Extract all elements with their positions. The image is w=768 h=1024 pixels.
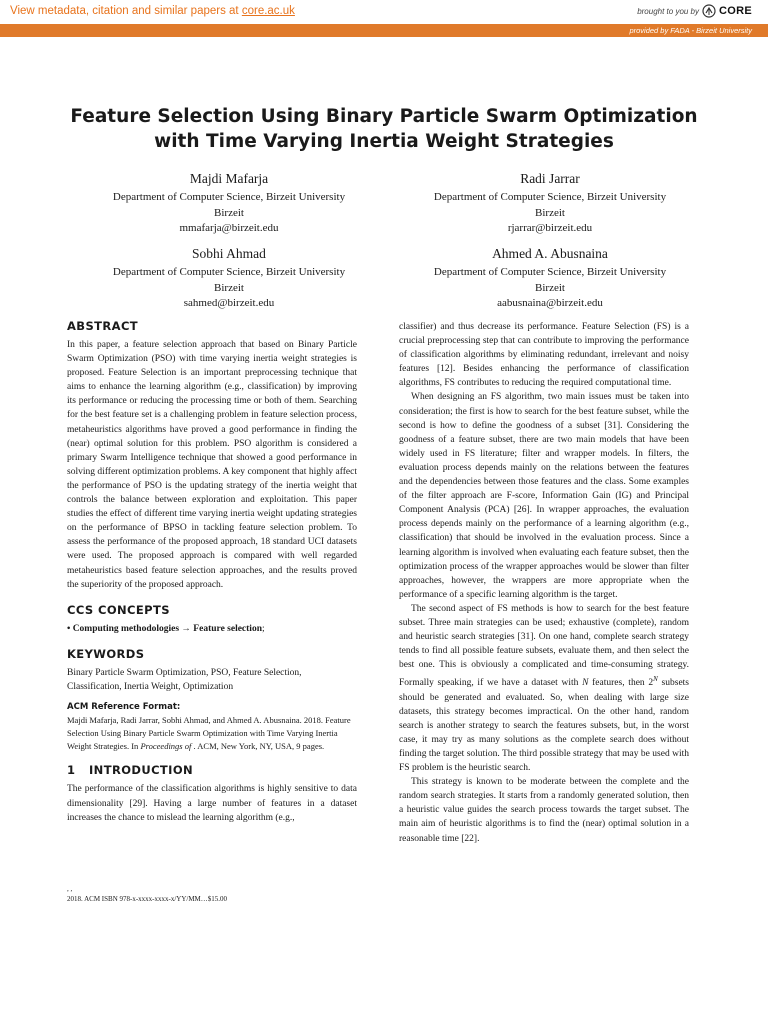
author-affiliation: Department of Computer Science, Birzeit University — [433, 191, 667, 203]
author-affiliation: Department of Computer Science, Birzeit University — [433, 266, 667, 278]
keywords-heading: KEYWORDS — [67, 646, 145, 661]
ref-format-text — [67, 714, 357, 752]
author-affiliation: Department of Computer Science, Birzeit University — [112, 266, 346, 278]
core-logo-icon — [702, 4, 716, 18]
author-place: Birzeit — [535, 206, 565, 219]
left-column — [67, 318, 357, 825]
p3-text-a: The second aspect of FS methods is how to search for the best feature subset. Three main strategies can be used; exhaustive (complete), random and heuristic search strategies [31]. On one hand, complete search strategy tends to find all possible feature subsets, evaluate them, and then select the best one. This is obviously a complicated and time-consuming strategy. Formally speaking, if we have a dataset with — [399, 603, 689, 689]
paper-title — [0, 104, 768, 154]
author-block — [64, 245, 394, 312]
provided-by-bar — [0, 24, 768, 37]
author-block — [385, 245, 715, 312]
author-place: Birzeit — [535, 281, 565, 294]
core-label: CORE — [719, 5, 752, 17]
ccs-concepts — [67, 622, 357, 636]
intro-heading-text: INTRODUCTION — [89, 763, 194, 778]
author-place: Birzeit — [214, 206, 244, 219]
abstract-heading: ABSTRACT — [67, 319, 139, 333]
p3-text-b: features, then 2 — [588, 678, 654, 689]
author-block — [64, 170, 394, 237]
author-email: sahmed@birzeit.edu — [183, 297, 275, 309]
author-name: Sobhi Ahmad — [192, 246, 266, 261]
ref-text-2: . ACM, New York, NY, USA, 9 pages. — [191, 740, 325, 751]
body-paragraph — [399, 602, 689, 775]
intro-paragraph: The performance of the classification algorithms is highly sensitive to data dimensionality [29]. Having a large number of features in a dataset increases the chance to mislead the learning algorithm (e.g., — [67, 784, 357, 823]
footnote-isbn: 2018. ACM ISBN 978-x-xxxx-xxxx-x/YY/MM…$15.00 — [67, 895, 228, 903]
core-banner — [0, 0, 768, 25]
author-name: Radi Jarrar — [520, 171, 580, 186]
author-email: aabusnaina@birzeit.edu — [497, 297, 603, 309]
ccs-heading: CCS CONCEPTS — [67, 602, 170, 617]
title-line-2: with Time Varying Inertia Weight Strategies — [154, 131, 614, 152]
ccs-end: ; — [261, 623, 265, 634]
author-name: Ahmed A. Abusnaina — [492, 246, 608, 261]
keywords-text: Binary Particle Swarm Optimization, PSO, Feature Selection, Classification, Inertia Weight, Optimization — [67, 667, 302, 692]
author-email: rjarrar@birzeit.edu — [507, 222, 593, 234]
intro-heading — [67, 762, 357, 778]
p3-sup-n: N — [653, 675, 658, 684]
core-link[interactable]: core.ac.uk — [241, 5, 295, 17]
intro-number: 1 — [67, 763, 76, 778]
author-place: Birzeit — [214, 281, 244, 294]
right-column — [399, 320, 689, 846]
abstract-text: In this paper, a feature selection approach that based on Binary Particle Swarm Optimization (PSO) with time varying inertia weight strategies is proposed. Feature Selection is an important preprocessing technique that aims to enhance the learning algorithm (e.g., classification) by improving its performance or reducing the processing time or both of them. Searching for the best feature set is a challenging problem in feature selection process, metaheuristics algorithms have proved a good performance in finding the (near) optimal solution for this problem. PSO algorithm is considered a primary Swarm Intelligence technique that showed a good performance in solving different optimization problems. A key component that highly affect the performance of PSO is the updating strategy of the inertia weight that controls the balance between exploration and exploitation. This paper studies the effect of different time varying inertia weight updating strategies on the performance of BPSO in tackling feature selection problem. To assess the performance of the proposed approach, 18 standard UCI datasets were used. The proposed approach is compared with well regarded metaheuristics based feature selection approaches, and the results proved the superiority of the proposed approach. — [67, 340, 357, 590]
brought-to-you[interactable] — [637, 4, 752, 18]
provided-text: provided by FADA - Birzeit University — [629, 25, 752, 35]
p3-text-c: subsets should be generated and evaluated. So, when dealing with large size datasets, this strategy becomes impractical. On the other hand, random search is another strategy to search the features subsets, but, in the worst case, it may try as many solutions as the complete search does without finding the target solution. The third possible strategy that may be used with FS problem is the heuristic search. — [399, 678, 690, 774]
brought-text: brought to you by — [637, 6, 700, 16]
ccs-bullet: • Computing methodologies → Feature selection — [67, 623, 262, 634]
body-paragraph: This strategy is known to be moderate between the complete and the random search strategies. It starts from a randomly generated solution, then a heuristic value guides the search process towards the target subset. The main aim of heuristic algorithms is to find the (near) optimal solution in a reasonable time [22]. — [399, 777, 689, 844]
title-line-1: Feature Selection Using Binary Particle Swarm Optimization — [70, 106, 698, 127]
footnote-marks: , , — [67, 885, 73, 893]
p3-var-n: N — [582, 678, 589, 689]
ref-format-heading: ACM Reference Format: — [67, 701, 181, 712]
author-email: mmafarja@birzeit.edu — [179, 222, 279, 234]
metadata-notice — [10, 5, 295, 17]
author-block — [385, 170, 715, 237]
body-paragraph: When designing an FS algorithm, two main issues must be taken into consideration; the first is how to search for the best feature subset, while the second is how to define the goodness of a subset [31]. Considering the goodness of a feature subset, there are two main models that have been widely used in FS literature; filter and wrapper models. In filters, the evaluation process depends mainly on the relations between the features and the dependencies between those features and the class. Some examples of the filter approach are F-score, Information Gain (IG) and Principal Component Analysis (PCA) [26]. In wrapper approaches, the evaluation process depends mainly on the performance of a learning algorithm (e.g., classification) that should be involved in the evaluation process. Since a learning algorithm is involved when evaluating each feature subset, then the optimization process of the wrapper approaches would be slower than filter approaches, however, the wrappers are more appropriate when the performance of a specific learning algorithm is the target. — [399, 392, 689, 600]
ref-text-1: Majdi Mafarja, Radi Jarrar, Sobhi Ahmad, and Ahmed A. Abusnaina. 2018. Feature Selection Using Binary Particle Swarm Optimization with Time Varying Inertia Weight Strategies. In — [67, 715, 351, 751]
metadata-text: View metadata, citation and similar papers at — [10, 5, 239, 17]
author-affiliation: Department of Computer Science, Birzeit University — [112, 191, 346, 203]
body-paragraph: classifier) and thus decrease its performance. Feature Selection (FS) is a crucial preprocessing step that can contribute to improving the performance of classification algorithms by eliminating redundant, irrelevant and noisy features [12]. Besides enhancing the performance of classification algorithms, FS contributes to reducing the required computational time. — [399, 322, 689, 389]
footnote — [67, 884, 357, 904]
author-name: Majdi Mafarja — [189, 171, 269, 186]
ref-text-italic: Proceedings of — [140, 740, 192, 751]
